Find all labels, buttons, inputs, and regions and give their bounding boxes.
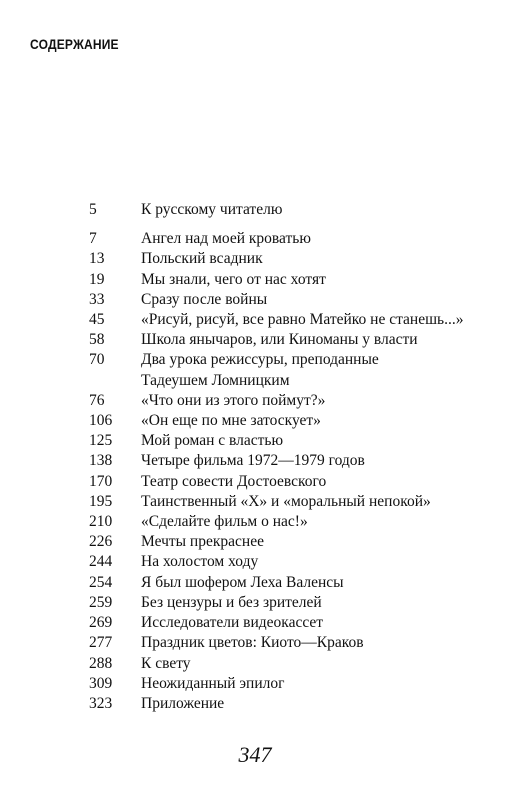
toc-entry <box>0 694 510 714</box>
toc-entry <box>0 350 510 370</box>
toc-entry-title: «Что они из этого поймут?» <box>141 392 326 409</box>
toc-entry <box>0 532 510 552</box>
toc-entry <box>0 512 510 532</box>
toc-entry <box>0 310 510 330</box>
toc-entry-title: Праздник цветов: Киото—Краков <box>141 634 364 651</box>
toc-entry-title: Тадеушем Ломницким <box>141 372 290 389</box>
toc-entry <box>0 229 510 249</box>
toc-entry <box>0 451 510 471</box>
toc-entry-title: «Он еще по мне затоскует» <box>141 412 321 429</box>
toc-entry-title: К русскому читателю <box>141 201 283 218</box>
toc-entry-title: Без цензуры и без зрителей <box>141 594 322 611</box>
toc-page-number: 323 <box>89 695 113 712</box>
toc-entry <box>0 330 510 350</box>
toc-entry <box>0 411 510 431</box>
toc-entry <box>0 290 510 310</box>
toc-page-number: 210 <box>89 513 113 530</box>
toc-page-number: 5 <box>89 201 97 218</box>
page-number: 347 <box>238 742 272 767</box>
toc-entry <box>0 270 510 290</box>
toc-page-number: 13 <box>89 250 105 267</box>
toc-page-number: 125 <box>89 432 113 449</box>
toc-page-number: 244 <box>89 553 113 570</box>
toc-entry <box>0 593 510 613</box>
toc-page-number: 106 <box>89 412 113 429</box>
toc-entry-title: Два урока режиссуры, преподанные <box>141 351 379 368</box>
toc-page-number: 226 <box>89 533 113 550</box>
toc-entry-title: «Рисуй, рисуй, все равно Матейко не станешь...» <box>141 311 464 328</box>
toc-page-number: 76 <box>89 392 105 409</box>
toc-entry <box>0 492 510 512</box>
toc-page-number: 70 <box>89 351 105 368</box>
contents-heading: СОДЕРЖАНИЕ <box>30 36 119 52</box>
toc-entry-title: Театр совести Достоевского <box>141 473 327 490</box>
toc-page-number: 170 <box>89 473 113 490</box>
toc-entry-title: Я был шофером Леха Валенсы <box>141 574 344 591</box>
toc-entry-title: Ангел над моей кроватью <box>141 230 311 247</box>
toc-entry <box>0 431 510 451</box>
toc-entry-title: Школа янычаров, или Киноманы у власти <box>141 331 418 348</box>
toc-entry-title: Приложение <box>141 695 225 712</box>
toc-entry-title: Мечты прекраснее <box>141 533 264 550</box>
toc-page-number: 7 <box>89 230 97 247</box>
toc-entry-title: К свету <box>141 655 191 672</box>
toc-entry-title: Сразу после войны <box>141 291 268 308</box>
toc-entry <box>0 654 510 674</box>
toc-entry-title: Четыре фильма 1972—1979 годов <box>141 452 365 469</box>
toc-page-number: 269 <box>89 614 113 631</box>
toc-entry <box>0 249 510 269</box>
toc-page-number: 138 <box>89 452 113 469</box>
toc-page-number: 259 <box>89 594 113 611</box>
toc-entry-title: «Сделайте фильм о нас!» <box>141 513 308 530</box>
toc-entry <box>0 573 510 593</box>
toc-entry <box>0 633 510 653</box>
toc-page-number: 309 <box>89 675 113 692</box>
toc-entry-title: Исследователи видеокассет <box>141 614 324 631</box>
toc-entry <box>0 391 510 411</box>
toc-page-number: 195 <box>89 493 113 510</box>
toc-page-number: 254 <box>89 574 113 591</box>
toc-page-number: 19 <box>89 271 105 288</box>
toc-entry <box>0 613 510 633</box>
toc-page-number: 33 <box>89 291 105 308</box>
toc-entry <box>0 200 510 220</box>
toc-entry-title: Таинственный «Х» и «моральный непокой» <box>141 493 431 510</box>
toc-entry-title: Неожиданный эпилог <box>141 675 285 692</box>
toc-entry-title: Мой роман с властью <box>141 432 284 449</box>
toc-page-number: 45 <box>89 311 105 328</box>
toc-page-number: 58 <box>89 331 105 348</box>
toc-entry <box>0 472 510 492</box>
toc-entry-title: Мы знали, чего от нас хотят <box>141 271 326 288</box>
toc-entry-title: На холостом ходу <box>141 553 259 570</box>
toc-entry-continuation <box>0 371 510 391</box>
toc-page-number: 277 <box>89 634 113 651</box>
toc-page-number: 288 <box>89 655 113 672</box>
toc-entry <box>0 674 510 694</box>
toc-entry-title: Польский всадник <box>141 250 263 267</box>
toc-entry <box>0 552 510 572</box>
